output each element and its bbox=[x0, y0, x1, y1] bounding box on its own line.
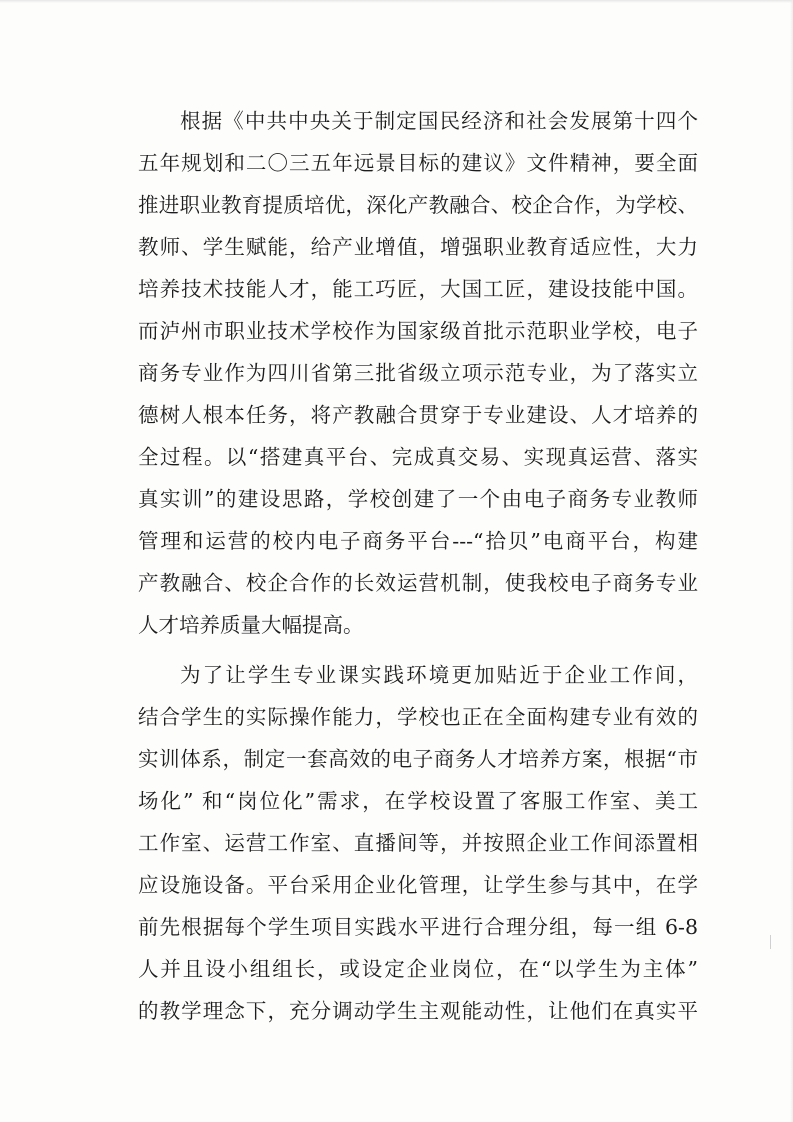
paragraph-1-line-11: 管理和运营的校内电子商务平台---“拾贝”电商平台，构建 bbox=[138, 529, 698, 553]
paragraph-2-line-8: 人并且设小组组长，或设定企业岗位，在“以学生为主体” bbox=[138, 957, 698, 981]
paragraph-1-line-2: 五年规划和二〇三五年远景目标的建议》文件精神，要全面 bbox=[138, 151, 698, 175]
paragraph-1-line-12: 产教融合、校企合作的长效运营机制，使我校电子商务专业 bbox=[138, 571, 698, 595]
paragraph-2-line-4: 场化” 和“岗位化”需求，在学校设置了客服工作室、美工 bbox=[138, 789, 698, 813]
paragraph-1-line-9: 全过程。以“搭建真平台、完成真交易、实现真运营、落实 bbox=[138, 445, 698, 469]
paragraph-1-line-1: 根据《中共中央关于制定国民经济和社会发展第十四个 bbox=[180, 109, 698, 133]
paragraph-2-line-5: 工作室、运营工作室、直播间等，并按照企业工作间添置相 bbox=[138, 831, 698, 855]
paragraph-1-line-3: 推进职业教育提质培优，深化产教融合、校企合作，为学校、 bbox=[138, 193, 698, 217]
paragraph-1-line-7: 商务专业作为四川省第三批省级立项示范专业，为了落实立 bbox=[138, 361, 698, 385]
paragraph-2-line-2: 结合学生的实际操作能力，学校也正在全面构建专业有效的 bbox=[138, 705, 698, 729]
paragraph-2-line-3: 实训体系，制定一套高效的电子商务人才培养方案，根据“市 bbox=[138, 747, 698, 771]
paragraph-1-line-10: 真实训”的建设思路，学校创建了一个由电子商务专业教师 bbox=[138, 487, 698, 511]
paragraph-2-line-9: 的教学理念下，充分调动学生主观能动性，让他们在真实平 bbox=[138, 999, 698, 1023]
paragraph-2-line-7: 前先根据每个学生项目实践水平进行合理分组，每一组 6-8 bbox=[138, 915, 698, 939]
scan-edge-top bbox=[0, 0, 793, 3]
paragraph-1-line-4: 教师、学生赋能，给产业增值，增强职业教育适应性，大力 bbox=[138, 235, 698, 259]
paragraph-2-line-6: 应设施设备。平台采用企业化管理，让学生参与其中，在学 bbox=[138, 873, 698, 897]
paragraph-1-line-6: 而泸州市职业技术学校作为国家级首批示范职业学校，电子 bbox=[138, 319, 698, 343]
paragraph-1-line-5: 培养技术技能人才，能工巧匠，大国工匠，建设技能中国。 bbox=[138, 277, 698, 301]
paragraph-2-line-1: 为了让学生专业课实践环境更加贴近于企业工作间， bbox=[180, 663, 698, 687]
paragraph-1-line-13: 人才培养质量大幅提高。 bbox=[138, 613, 364, 637]
paragraph-1-line-8: 德树人根本任务，将产教融合贯穿于专业建设、人才培养的 bbox=[138, 403, 698, 427]
scan-margin-mark bbox=[770, 935, 771, 949]
